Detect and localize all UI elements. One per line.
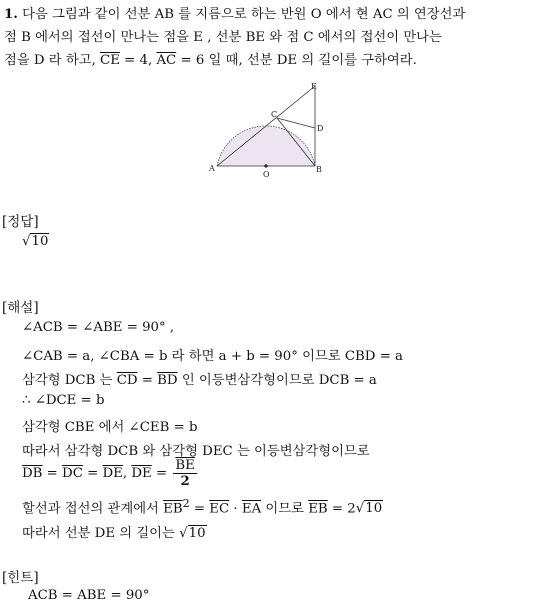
solution-label: [해설] <box>2 300 39 316</box>
solution-line-6: 따라서 삼각형 DCB 와 삼각형 DEC 는 이등변삼각형이므로 <box>22 444 370 459</box>
segment-ac: $\overline{AC}$ <box>156 53 177 68</box>
solution-line-5: 삼각형 CBE 에서 ∠CEB = b <box>22 420 198 435</box>
label-e: E <box>311 82 317 91</box>
solution-line-3: 삼각형 DCB 는 $\overline{CD} = \overline{BD}$ 인 이등변삼각형이므로 DCB = a <box>22 373 377 388</box>
label-b: B <box>316 165 322 174</box>
solution-line-2: ∠CAB = a, ∠CBA = b 라 하면 a + b = 90° 이므로 CBD = a <box>22 349 403 364</box>
problem-line-3: 점을 D 라 하고, $\overline{CE} = 4$, $\overline{AC} = 6$ 일 때, 선분 DE 의 길이를 구하여라. <box>4 53 417 68</box>
hint-label: [힌트] <box>2 570 39 586</box>
solution-line-7: $\overline{DB} = \overline{DC} = \overline{DE}$, $\overline{DE}$ = $\frac{\overline{BE}}{2}$ <box>22 458 195 489</box>
label-d: D <box>317 124 324 133</box>
answer-value: √10 <box>22 234 49 249</box>
solution-line-4: ∴ ∠DCE = b <box>22 393 105 408</box>
label-a: A <box>209 164 215 173</box>
label-c: C <box>271 110 278 119</box>
label-o: O <box>263 170 270 179</box>
solution-line-1: ∠ACB = ∠ABE = 90° , <box>22 320 175 335</box>
problem-number: 1. <box>4 7 18 22</box>
problem-line-1: 1. 다음 그림과 같이 선분 AB 를 지름으로 하는 반원 O 에서 현 AC 의 연장선과 <box>4 7 466 22</box>
segment-ce: $\overline{CE}$ <box>100 53 120 68</box>
problem-text <box>4 3 532 72</box>
hint-text: ACB = ABE = 90° <box>28 588 150 603</box>
tangent-cd <box>277 118 315 128</box>
solution-line-8: 할선과 접선의 관계에서 $\overline{EB}^2 = \overline{EC} \cdot \overline{EA}$ 이므로 $\overline{EB} = 2√10$ <box>22 497 383 517</box>
solution-line-9: 따라서 선분 DE 의 길이는 √10 <box>22 526 206 541</box>
problem-line-2: 점 B 에서의 접선이 만나는 점을 E , 선분 BE 와 점 C 에서의 접선이 만나는 <box>4 30 442 45</box>
center-point <box>264 164 267 167</box>
geometry-figure <box>205 80 325 180</box>
answer-label: [정답] <box>2 214 39 230</box>
fraction-be-over-2: $\frac{\overline{BE}}{2}$ <box>175 458 195 489</box>
semicircle-fill <box>217 126 315 166</box>
